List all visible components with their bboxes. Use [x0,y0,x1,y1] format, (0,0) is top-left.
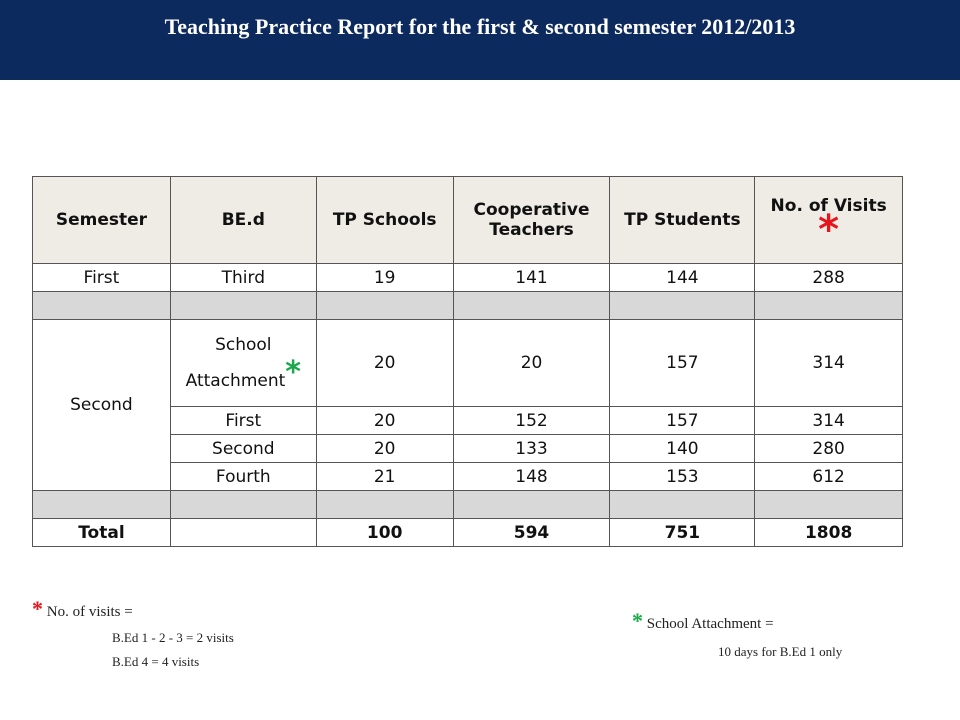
visits-star-marker: * [818,207,840,253]
cell-visits: 280 [755,435,903,463]
cell-tp-students: 144 [610,264,755,292]
cell-coop-teachers: 133 [453,435,610,463]
header-banner [0,0,960,80]
cell-tp-students: 153 [610,463,755,491]
cell-tp-schools: 20 [316,407,453,435]
cell-tp-schools: 100 [316,519,453,547]
attachment-note-star: * [632,608,643,633]
cell-bed: Second [170,435,316,463]
table-spacer-row [33,292,903,320]
col-header-coop-teachers: Cooperative Teachers [453,177,610,264]
col-header-visits [755,177,903,264]
cell-tp-schools: 20 [316,320,453,407]
cell-bed [170,519,316,547]
cell-visits: 314 [755,320,903,407]
table-row [33,320,903,407]
visits-note-star: * [32,596,43,621]
cell-semester: First [33,264,171,292]
visits-note-label [32,596,133,622]
cell-bed: First [170,407,316,435]
visits-note-line2: B.Ed 4 = 4 visits [112,654,200,669]
report-table [32,176,903,547]
table-total-row [33,519,903,547]
cell-tp-schools: 21 [316,463,453,491]
cell-tp-schools: 19 [316,264,453,292]
table-spacer-row [33,491,903,519]
page-title: Teaching Practice Report for the first & second semester 2012/2013 [164,14,796,39]
cell-semester: Second [33,320,171,491]
cell-tp-students: 751 [610,519,755,547]
table-header-row [33,177,903,264]
attachment-star-marker: * [285,355,301,390]
cell-total-label: Total [33,519,171,547]
cell-bed [170,320,316,407]
cell-visits: 314 [755,407,903,435]
visits-note-line1: B.Ed 1 - 2 - 3 = 2 visits [112,630,234,645]
table-row [33,264,903,292]
visits-note-text: No. of visits = [46,604,133,620]
cell-tp-schools: 20 [316,435,453,463]
cell-coop-teachers: 141 [453,264,610,292]
col-header-tp-schools: TP Schools [316,177,453,264]
cell-coop-teachers: 148 [453,463,610,491]
cell-bed: Fourth [170,463,316,491]
cell-coop-teachers: 20 [453,320,610,407]
school-attachment-label: School Attachment [185,335,286,391]
cell-tp-students: 140 [610,435,755,463]
cell-visits: 288 [755,264,903,292]
col-header-tp-students: TP Students [610,177,755,264]
cell-coop-teachers: 152 [453,407,610,435]
cell-tp-students: 157 [610,407,755,435]
cell-bed: Third [170,264,316,292]
col-header-visits-label: No. of Visits [770,196,887,216]
attachment-note-text: School Attachment = [646,616,774,632]
cell-coop-teachers: 594 [453,519,610,547]
cell-visits: 612 [755,463,903,491]
attachment-note-label [632,608,774,634]
attachment-note-line1: 10 days for B.Ed 1 only [718,644,843,659]
cell-tp-students: 157 [610,320,755,407]
cell-visits: 1808 [755,519,903,547]
col-header-bed: BE.d [170,177,316,264]
col-header-semester: Semester [33,177,171,264]
